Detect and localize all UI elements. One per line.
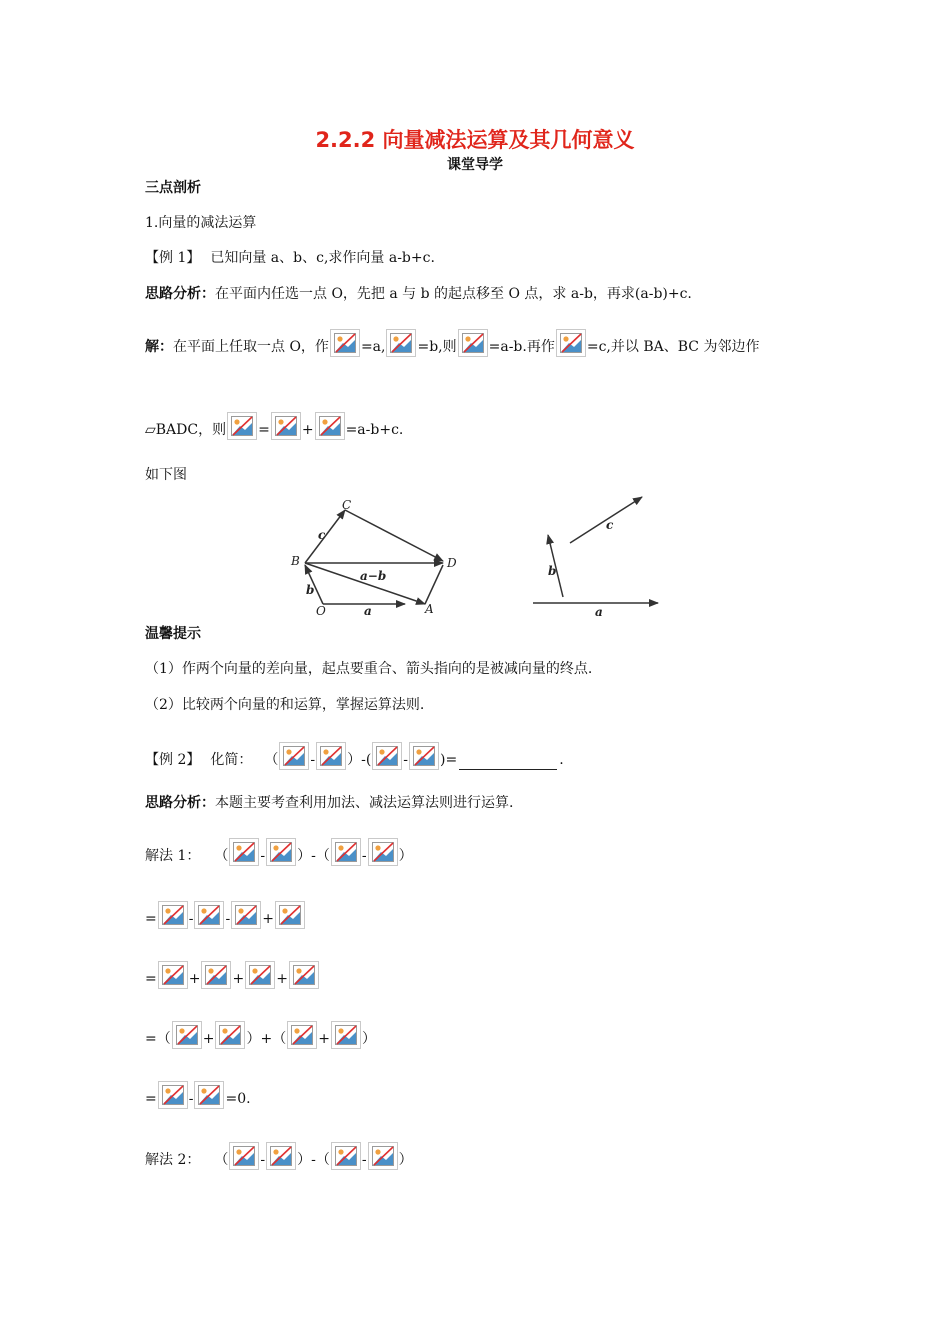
- period: .: [559, 752, 564, 768]
- close-paren: ）: [398, 1152, 413, 1168]
- tip-item: （1）作两个向量的差向量，起点要重合、箭头指向的是被减向量的终点.: [145, 661, 593, 677]
- vector-label-c: c: [318, 528, 326, 542]
- step-3: [145, 1013, 376, 1049]
- broken-image-icon: [266, 1142, 296, 1170]
- open-paren: （: [264, 752, 279, 768]
- broken-image-icon: [266, 838, 296, 866]
- analysis-label: 思路分析：: [145, 795, 215, 811]
- page-title: 2.2.2 向量减法运算及其几何意义: [315, 128, 635, 152]
- vector-label-a-minus-b: a−b: [360, 569, 387, 583]
- broken-image-icon: [245, 961, 275, 989]
- minus-sign: -: [260, 848, 266, 864]
- broken-image-icon: [275, 901, 305, 929]
- broken-image-icon: [201, 961, 231, 989]
- step-4: [145, 1073, 251, 1109]
- point-label-o: O: [316, 604, 326, 618]
- solution-text: 在平面上任取一点 O，作: [173, 339, 329, 355]
- solution-text: =a-b+c.: [345, 422, 404, 438]
- solution-1-line: [145, 321, 759, 357]
- operator: +: [232, 971, 245, 987]
- solution-text: ▱BADC，则: [145, 422, 227, 438]
- answer-blank: [459, 755, 557, 770]
- broken-image-icon: [271, 412, 301, 440]
- broken-image-icon: [368, 838, 398, 866]
- close-paren: ）: [361, 1031, 376, 1047]
- method-label: 解法 1：: [145, 848, 201, 864]
- operator: ）-（: [297, 848, 330, 864]
- operator: )=: [440, 752, 458, 768]
- example-text: 化简：: [210, 752, 253, 768]
- operator: -: [188, 911, 194, 927]
- example-text: 已知向量 a、b、c,求作向量 a-b+c.: [210, 250, 435, 266]
- point-label-d: D: [447, 556, 457, 570]
- broken-image-icon: [158, 961, 188, 989]
- section-heading: 三点剖析: [145, 180, 201, 196]
- vector-label-a: a: [364, 604, 372, 618]
- broken-image-icon: [289, 961, 319, 989]
- solution-1-cont: [145, 404, 403, 440]
- operator: ）+（: [246, 1031, 287, 1047]
- vector-label-b: b: [306, 583, 315, 597]
- broken-image-icon: [315, 412, 345, 440]
- result-text: =0.: [225, 1091, 251, 1107]
- step-1: [145, 893, 306, 929]
- broken-image-icon: [330, 329, 360, 357]
- method-1: [145, 830, 413, 866]
- solution-text: =b,则: [417, 339, 457, 355]
- point-label-a: A: [425, 602, 434, 616]
- operator: ）-(: [347, 752, 372, 768]
- page-subtitle: 课堂导学: [447, 157, 503, 173]
- analysis-label: 思路分析：: [145, 286, 215, 302]
- operator: =（: [145, 1031, 171, 1047]
- broken-image-icon: [316, 742, 346, 770]
- minus-sign: -: [260, 1152, 266, 1168]
- minus-sign: -: [188, 1091, 194, 1107]
- minus-sign: -: [361, 1152, 367, 1168]
- vector-label-a-right: a: [595, 605, 603, 619]
- plus-sign: +: [318, 1031, 330, 1047]
- broken-image-icon: [158, 901, 188, 929]
- analysis-text: 本题主要考查利用加法、减法运算法则进行运算.: [215, 795, 514, 811]
- vector-ad-line: [425, 565, 443, 604]
- vector-figure: [280, 495, 680, 620]
- broken-image-icon: [331, 1142, 361, 1170]
- plus-sign: +: [301, 422, 314, 438]
- step-2: [145, 953, 320, 989]
- minus-sign: -: [403, 752, 409, 768]
- example-label: 【例 1】: [145, 250, 201, 266]
- broken-image-icon: [215, 1021, 245, 1049]
- example-1: [145, 248, 435, 268]
- see-below-text: 如下图: [145, 467, 187, 483]
- broken-image-icon: [172, 1021, 202, 1049]
- equals-sign: =: [145, 911, 157, 927]
- broken-image-icon: [331, 838, 361, 866]
- broken-image-icon: [331, 1021, 361, 1049]
- tip-item: （2）比较两个向量的和运算，掌握运算法则.: [145, 697, 425, 713]
- example-2: [145, 734, 564, 770]
- open-paren: （: [214, 1152, 229, 1168]
- plus-sign: +: [202, 1031, 215, 1047]
- broken-image-icon: [287, 1021, 317, 1049]
- broken-image-icon: [194, 901, 224, 929]
- item-heading: 1.向量的减法运算: [145, 215, 257, 231]
- broken-image-icon: [158, 1081, 188, 1109]
- broken-image-icon: [386, 329, 416, 357]
- operator: +: [276, 971, 288, 987]
- analysis-1: [145, 284, 692, 304]
- vector-label-b-right: b: [548, 564, 557, 578]
- tips-heading: 温馨提示: [145, 626, 201, 642]
- operator: ）-（: [297, 1152, 330, 1168]
- broken-image-icon: [409, 742, 439, 770]
- broken-image-icon: [229, 1142, 259, 1170]
- method-2: [145, 1134, 413, 1170]
- point-label-c: C: [342, 498, 352, 512]
- broken-image-icon: [372, 742, 402, 770]
- point-label-b: B: [291, 554, 300, 568]
- operator: -: [225, 911, 231, 927]
- minus-sign: -: [361, 848, 367, 864]
- equals-sign: =: [145, 971, 157, 987]
- equals-sign: =: [258, 422, 270, 438]
- solution-text: =c,并以 BA、BC 为邻边作: [586, 339, 760, 355]
- vector-label-c-right: c: [606, 518, 614, 532]
- broken-image-icon: [368, 1142, 398, 1170]
- close-paren: ）: [398, 848, 413, 864]
- analysis-text: 在平面内任选一点 O，先把 a 与 b 的起点移至 O 点，求 a-b，再求(a-b)+c.: [215, 286, 692, 302]
- open-paren: （: [214, 848, 229, 864]
- example-label: 【例 2】: [145, 752, 201, 768]
- solution-text: =a-b.再作: [488, 339, 555, 355]
- equals-sign: =: [145, 1091, 157, 1107]
- broken-image-icon: [279, 742, 309, 770]
- broken-image-icon: [556, 329, 586, 357]
- broken-image-icon: [227, 412, 257, 440]
- solution-text: =a,: [360, 339, 386, 355]
- minus-sign: -: [310, 752, 316, 768]
- broken-image-icon: [229, 838, 259, 866]
- vector-cd-line: [345, 510, 443, 561]
- method-label: 解法 2：: [145, 1152, 201, 1168]
- broken-image-icon: [194, 1081, 224, 1109]
- broken-image-icon: [458, 329, 488, 357]
- operator: +: [262, 911, 274, 927]
- analysis-2: [145, 793, 513, 813]
- solution-label: 解：: [145, 339, 173, 355]
- operator: +: [188, 971, 201, 987]
- broken-image-icon: [231, 901, 261, 929]
